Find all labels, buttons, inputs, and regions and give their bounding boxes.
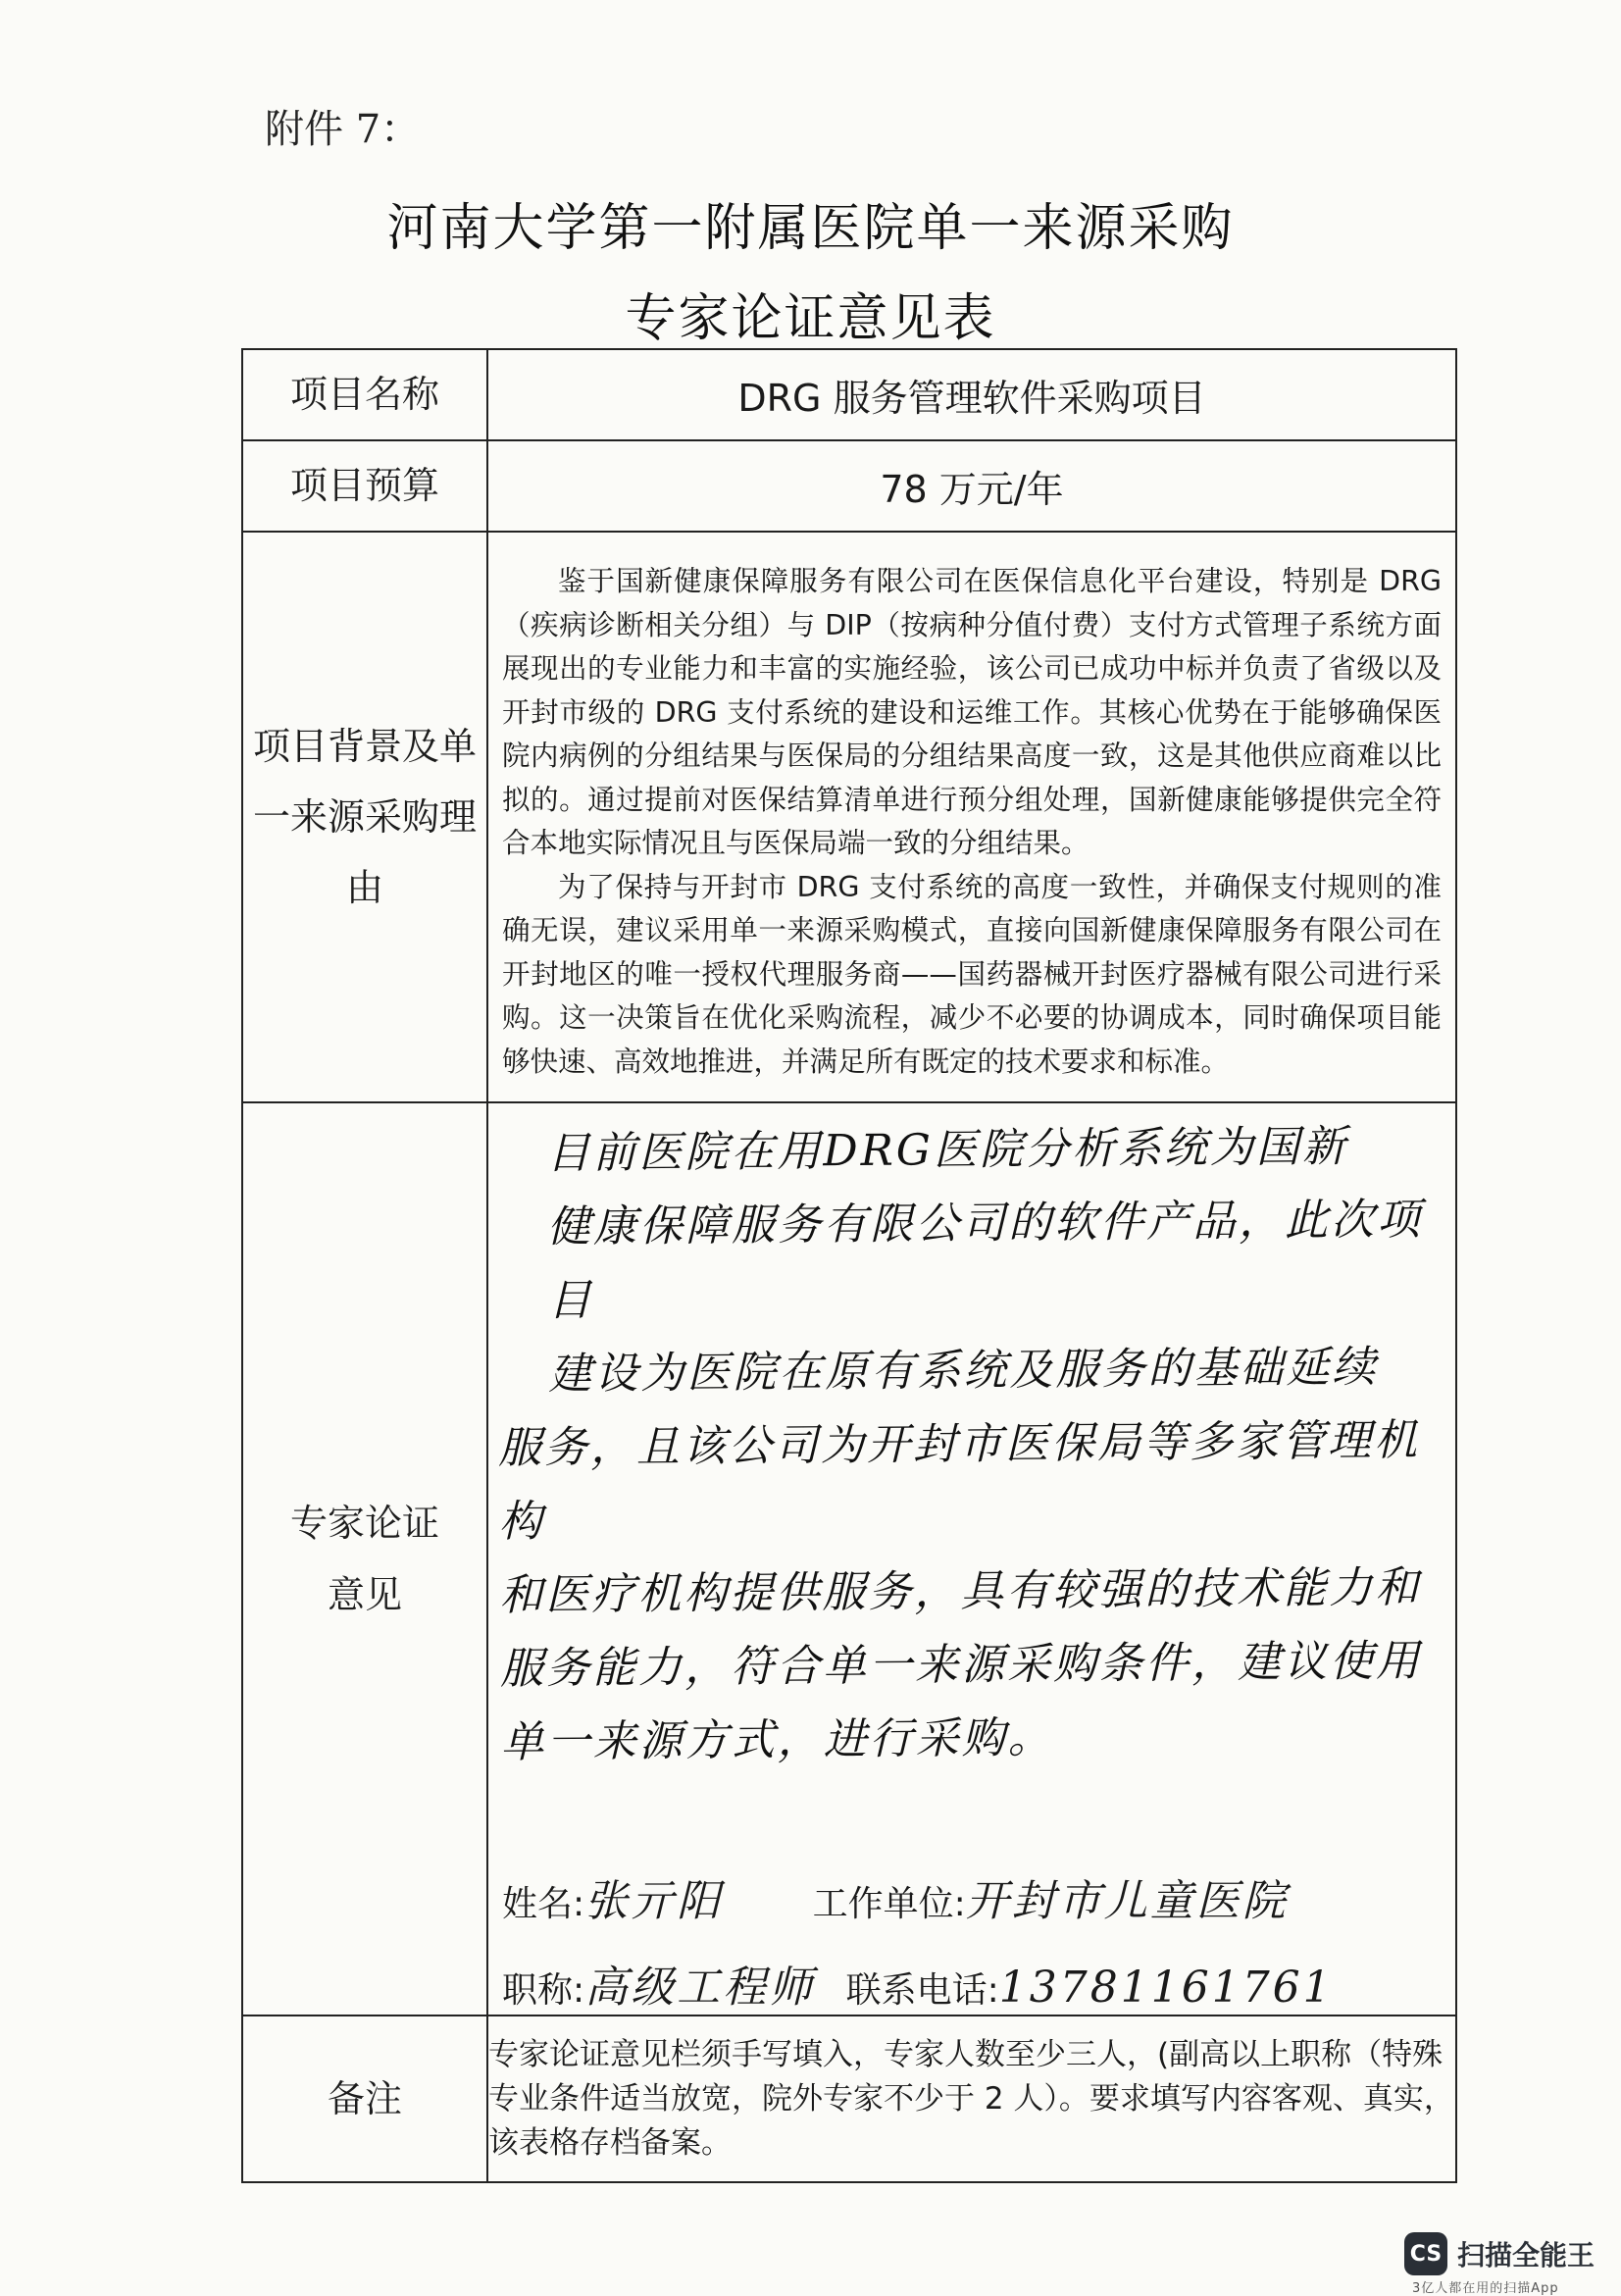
row-remarks <box>242 2015 1456 2182</box>
expert-opinion-label <box>242 1102 487 2015</box>
row-project-name <box>242 349 1456 440</box>
budget-label: 项目预算 <box>242 440 487 532</box>
row-background <box>242 532 1456 1102</box>
expert-opinion-label-line1: 专家论证 <box>289 1502 439 1546</box>
attachment-label: 附件 7： <box>265 107 421 152</box>
unit-value: 开封市儿童医院 <box>965 1876 1289 1926</box>
remarks-label: 备注 <box>242 2015 487 2182</box>
document-title-line1: 河南大学第一附属医院单一来源采购 <box>386 199 1235 258</box>
handwritten-line: 服务，且该公司为开封市医保局等多家管理机构 <box>497 1415 1421 1548</box>
budget-value: 78 万元/年 <box>487 440 1456 532</box>
name-label: 姓名: <box>502 1884 585 1924</box>
background-paragraph-2: 为了保持与开封市 DRG 支付系统的高度一致性，并确保支付规则的准确无误，建议采用单一来源采购模式，直接向国新健康保障服务有限公司在开封地区的唯一授权代理服务商——国药器械开封医疗器械有限公司进行采购。这一决策旨在优化采购流程，减少不必要的协调成本，同时确保项目能够快速、高效地推进，并满足所有既定的技术要求和标准。 <box>502 870 1442 1078</box>
handwritten-opinion <box>485 1109 1458 1780</box>
handwritten-line: 健康保障服务有限公司的软件产品，此次项目 <box>546 1194 1424 1326</box>
watermark-name: 扫描全能王 <box>1457 2239 1596 2271</box>
phone-value: 13781161761 <box>998 1963 1334 2013</box>
signature-row-1 <box>488 1865 1455 1928</box>
background-label-line3: 由 <box>345 866 383 910</box>
row-budget <box>242 440 1456 532</box>
unit-label: 工作单位: <box>812 1884 966 1924</box>
phone-label: 联系电话: <box>845 1970 999 2011</box>
row-expert-opinion <box>242 1102 1456 2015</box>
project-name-label: 项目名称 <box>242 349 487 440</box>
handwritten-line: 目前医院在用DRG医院分析系统为国新 <box>546 1121 1349 1179</box>
document-title-line2: 专家论证意见表 <box>625 289 996 348</box>
handwritten-line: 服务能力，符合单一来源采购条件，建议使用 <box>499 1636 1423 1695</box>
scanner-watermark <box>1404 2232 1595 2275</box>
project-name-value: DRG 服务管理软件采购项目 <box>487 349 1456 440</box>
title-label: 职称: <box>502 1970 585 2011</box>
expert-opinion-cell <box>487 1102 1456 2015</box>
signature-row-2 <box>488 1952 1455 2015</box>
remarks-text: 专家论证意见栏须手写填入，专家人数至少三人，(副高以上职称（特殊专业条件适当放宽，院外专家不少于 2 人）。要求填写内容客观、真实，该表格存档备案。 <box>487 2015 1456 2182</box>
background-label <box>242 532 487 1102</box>
background-text <box>487 532 1456 1102</box>
background-label-line2: 一来源采购理 <box>252 794 477 839</box>
background-paragraph-1: 鉴于国新健康保障服务有限公司在医保信息化平台建设，特别是 DRG（疾病诊断相关分组）与 DIP（按病种分值付费）支付方式管理子系统方面展现出的专业能力和丰富的实施经验，该公司已成功中标并负责了省级以及开封市级的 DRG 支付系统的建设和运维工作。其核心优势在于能够确保医院内病例的分组结果与医保局的分组结果高度一致，这是其他供应商难以比拟的。通过提前对医保结算清单进行预分组处理，国新健康能够提供完全符合本地实际情况且与医保局端一致的分组结果。 <box>502 565 1442 859</box>
title-value: 高级工程师 <box>584 1963 816 2013</box>
name-value: 张亓阳 <box>584 1876 724 1926</box>
handwritten-line: 建设为医院在原有系统及服务的基础延续 <box>548 1342 1379 1400</box>
watermark-tagline: 3亿人都在用的扫描App <box>1412 2281 1559 2296</box>
expert-opinion-label-line2: 意见 <box>327 1572 402 1616</box>
handwritten-line: 和医疗机构提供服务，具有较强的技术能力和 <box>499 1562 1422 1621</box>
camscanner-logo-icon: CS <box>1404 2232 1447 2275</box>
background-label-line1: 项目背景及单 <box>252 724 477 768</box>
handwritten-line: 单一来源方式，进行采购。 <box>500 1712 1054 1768</box>
expert-opinion-form <box>241 348 1457 2183</box>
